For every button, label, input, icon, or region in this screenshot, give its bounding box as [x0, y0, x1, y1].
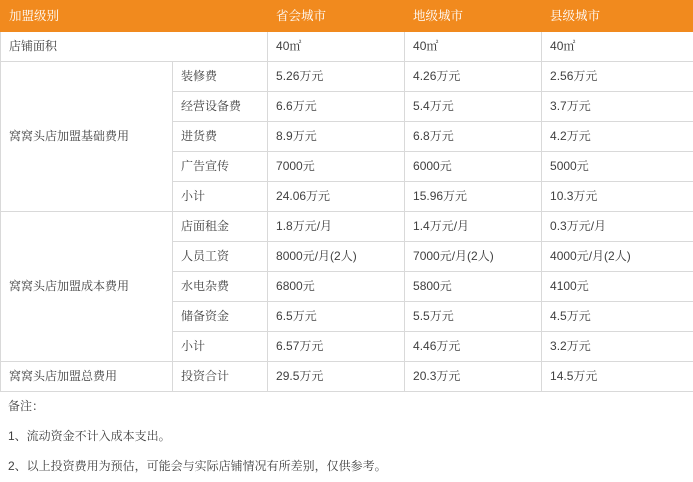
row-value-provincial: 40㎡: [268, 32, 405, 62]
row-value-county: 4.5万元: [542, 302, 693, 332]
row-value-county: 3.7万元: [542, 92, 693, 122]
row-item-label: 投资合计: [173, 362, 268, 392]
row-value-provincial: 6.57万元: [268, 332, 405, 362]
row-item-label: 店面租金: [173, 212, 268, 242]
note-line-2: 2、以上投资费用为预估，可能会与实际店铺情况有所差别，仅供参考。: [0, 452, 693, 482]
row-value-prefecture: 4.26万元: [405, 62, 542, 92]
row-value-provincial: 7000元: [268, 152, 405, 182]
row-group-label: 店铺面积: [1, 32, 268, 62]
row-value-county: 4000元/月(2人): [542, 242, 693, 272]
row-value-county: 4.2万元: [542, 122, 693, 152]
row-value-prefecture: 5.4万元: [405, 92, 542, 122]
row-value-prefecture: 5.5万元: [405, 302, 542, 332]
row-value-prefecture: 4.46万元: [405, 332, 542, 362]
row-value-prefecture: 15.96万元: [405, 182, 542, 212]
header-cell-provincial: 省会城市: [268, 1, 405, 32]
row-group-label: 窝窝头店加盟基础费用: [1, 62, 173, 212]
header-cell-county: 县级城市: [542, 1, 693, 32]
row-item-label: 人员工资: [173, 242, 268, 272]
row-value-provincial: 29.5万元: [268, 362, 405, 392]
row-value-county: 5000元: [542, 152, 693, 182]
table-header: [1, 1, 693, 32]
note-line-title: 备注：: [0, 392, 693, 422]
row-value-provincial: 6.6万元: [268, 92, 405, 122]
table-row: [1, 212, 693, 242]
row-value-county: 3.2万元: [542, 332, 693, 362]
row-value-provincial: 5.26万元: [268, 62, 405, 92]
table-row: [1, 32, 693, 62]
row-value-provincial: 6800元: [268, 272, 405, 302]
row-value-prefecture: 20.3万元: [405, 362, 542, 392]
row-item-label: 水电杂费: [173, 272, 268, 302]
table-row: [1, 362, 693, 392]
row-value-prefecture: 7000元/月(2人): [405, 242, 542, 272]
table-body: [1, 32, 693, 392]
table-row: [1, 62, 693, 92]
table-header-row: [1, 1, 693, 32]
row-value-county: 10.3万元: [542, 182, 693, 212]
row-value-prefecture: 40㎡: [405, 32, 542, 62]
row-value-county: 40㎡: [542, 32, 693, 62]
row-item-label: 装修费: [173, 62, 268, 92]
row-value-county: 0.3万元/月: [542, 212, 693, 242]
row-value-provincial: 6.5万元: [268, 302, 405, 332]
row-item-label: 广告宣传: [173, 152, 268, 182]
row-value-county: 14.5万元: [542, 362, 693, 392]
row-item-label: 进货费: [173, 122, 268, 152]
row-value-county: 2.56万元: [542, 62, 693, 92]
notes-section: [0, 392, 693, 482]
row-value-prefecture: 6000元: [405, 152, 542, 182]
header-cell-prefecture: 地级城市: [405, 1, 542, 32]
row-value-provincial: 1.8万元/月: [268, 212, 405, 242]
row-value-prefecture: 6.8万元: [405, 122, 542, 152]
row-value-provincial: 8.9万元: [268, 122, 405, 152]
row-item-label: 小计: [173, 182, 268, 212]
row-value-provincial: 24.06万元: [268, 182, 405, 212]
header-cell-level: 加盟级别: [1, 1, 268, 32]
row-item-label: 储备资金: [173, 302, 268, 332]
row-item-label: 经营设备费: [173, 92, 268, 122]
row-value-prefecture: 1.4万元/月: [405, 212, 542, 242]
row-value-county: 4100元: [542, 272, 693, 302]
row-value-prefecture: 5800元: [405, 272, 542, 302]
row-group-label: 窝窝头店加盟成本费用: [1, 212, 173, 362]
row-group-label: 窝窝头店加盟总费用: [1, 362, 173, 392]
row-item-label: 小计: [173, 332, 268, 362]
row-value-provincial: 8000元/月(2人): [268, 242, 405, 272]
note-line-1: 1、流动资金不计入成本支出。: [0, 422, 693, 452]
